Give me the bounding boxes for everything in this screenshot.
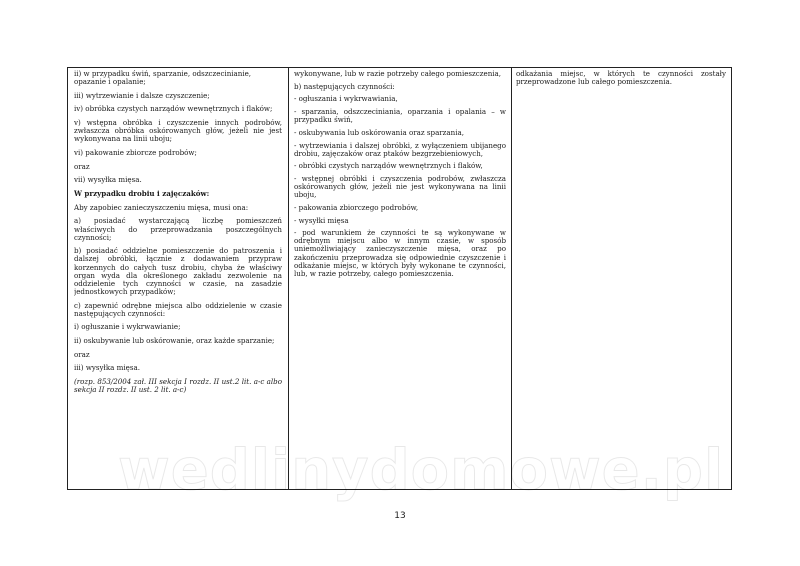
table-column-1 <box>74 70 282 400</box>
paragraph: oraz <box>74 161 90 171</box>
list-item: - wysyłki mięsa <box>294 215 349 225</box>
paragraph: v) wstępna obróbka i czyszczenie innych podrobów, zwłaszcza obróbka oskórowanych głów, jeżeli nie jest wykonywana na linii uboju; <box>74 118 282 144</box>
paragraph: iii) wysyłka mięsa. <box>74 363 140 373</box>
list-item: - ogłuszania i wykrwawiania, <box>294 94 398 104</box>
paragraph: b) posiadać oddzielne pomieszczenie do patroszenia i dalszej obróbki, łącznie z dodawaniem przypraw korzennych do całych tusz drobiu, chyba że właściwy organ wyda dla określonego zakładu zezwolenie na oddzielenie tych czynności w czasie, na zasadzie jednostkowych przypadków; <box>74 246 282 296</box>
paragraph: c) zapewnić odrębne miejsca albo oddzielenie w czasie następujących czynności: <box>74 300 282 318</box>
legal-reference: (rozp. 853/2004 zał. III sekcja I rozdz. II ust.2 lit. a-c albo sekcja II rozdz. II ust. 2 lit. a-c) <box>74 377 282 395</box>
paragraph: - pod warunkiem że czynności te są wykonywane w odrębnym miejscu albo w innym czasie, w sposób uniemożliwiający zanieczyszczenie mięsa, oraz po zakończeniu przeprowadza się odpowiednie czyszczenie i odkażanie miejsc, w których były wykonane te czynności, lub, w razie potrzeby, całego pomieszczenia. <box>294 228 506 278</box>
paragraph: ii) w przypadku świń, sparzanie, odszczecinianie, opazanie i opalanie; <box>74 70 252 87</box>
paragraph: i) ogłuszanie i wykrwawianie; <box>74 322 181 332</box>
table-column-3 <box>516 70 726 92</box>
list-item: - wytrzewiania i dalszej obróbki, z wyłączeniem ubijanego drobiu, zajęczaków oraz ptaków bezgrzebieniowych, <box>294 140 506 158</box>
column-divider <box>288 68 289 489</box>
paragraph: a) posiadać wystarczającą liczbę pomieszczeń właściwych do przeprowadzania poszczególnych czynności; <box>74 216 282 242</box>
list-item: - sparzania, odszczeciniania, oparzania i opalania – w przypadku świń, <box>294 107 506 125</box>
paragraph: b) następujących czynności: <box>294 81 395 91</box>
paragraph: oraz <box>74 349 90 359</box>
paragraph: odkażania miejsc, w których te czynności zostały przeprowadzone lub całego pomieszczenia. <box>516 70 726 87</box>
list-item: - oskubywania lub oskórowania oraz sparzania, <box>294 127 464 137</box>
paragraph: Aby zapobiec zanieczyszczeniu mięsa, musi ona: <box>74 202 249 212</box>
page-number: 13 <box>394 511 406 521</box>
paragraph: wykonywane, lub w razie potrzeby całego pomieszczenia, <box>294 70 502 78</box>
paragraph: ii) oskubywanie lub oskórowanie, oraz każde sparzanie; <box>74 335 275 345</box>
paragraph: iv) obróbka czystych narządów wewnętrznych i flaków; <box>74 104 273 114</box>
list-item: - obróbki czystych narządów wewnętrznych i flaków, <box>294 161 483 171</box>
list-item: - pakowania zbiorczego podrobów, <box>294 202 419 212</box>
paragraph: vii) wysyłka mięsa. <box>74 175 142 185</box>
table-column-2 <box>294 70 506 282</box>
watermark-logo: wedlinydomowe.pl <box>118 438 725 503</box>
section-heading: W przypadku drobiu i zajęczaków: <box>74 189 210 199</box>
regulation-table <box>67 67 732 490</box>
list-item: - wstępnej obróbki i czyszczenia podrobów, zwłaszcza oskórowanych głów, jeżeli nie jest wykonywana na linii uboju, <box>294 174 506 200</box>
paragraph: iii) wytrzewianie i dalsze czyszczenie; <box>74 90 210 100</box>
paragraph: vi) pakowanie zbiorcze podrobów; <box>74 148 197 158</box>
column-divider <box>511 68 512 489</box>
